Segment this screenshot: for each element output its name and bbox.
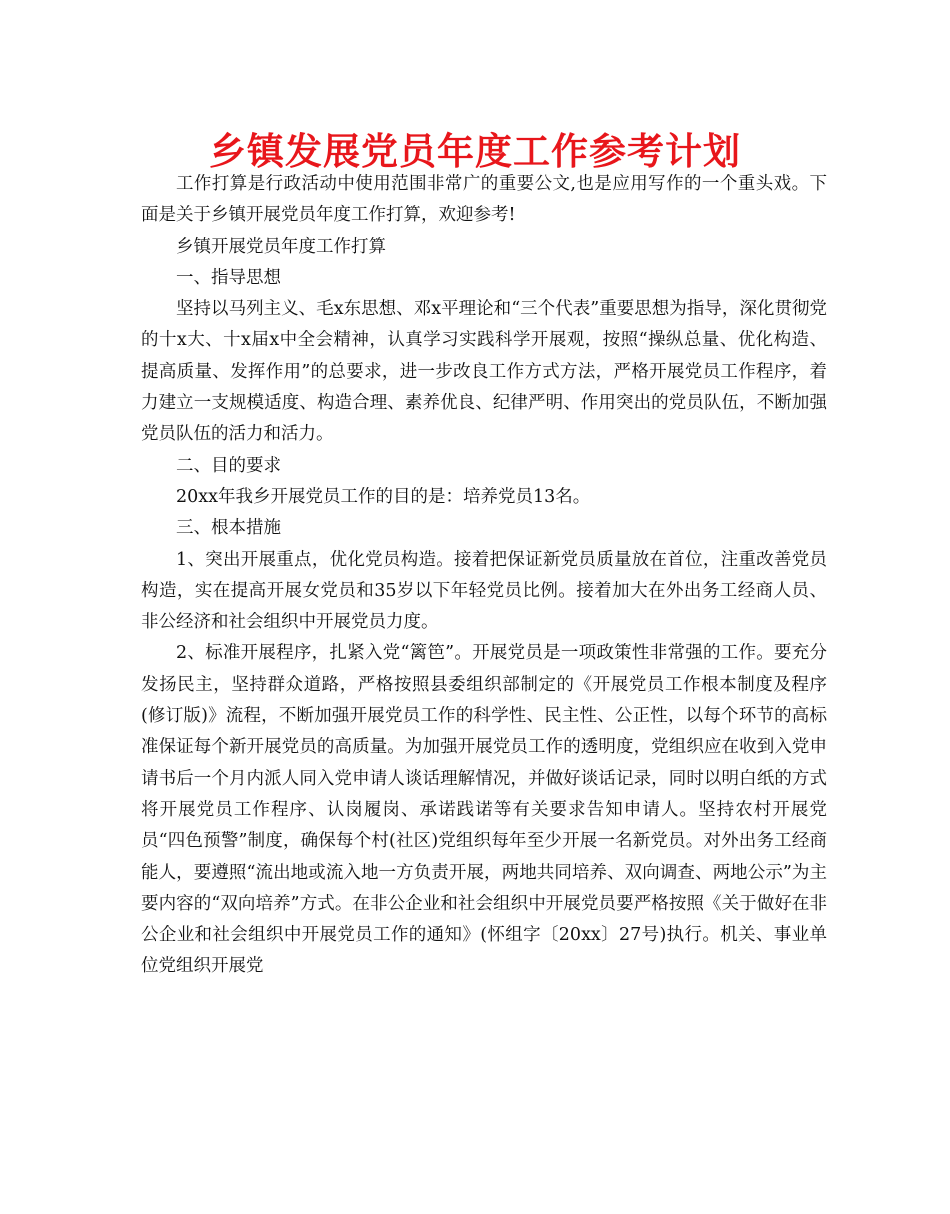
document-title: 乡镇发展党员年度工作参考计划 [209, 129, 741, 173]
body-paragraph: 坚持以马列主义、毛x东思想、邓x平理论和“三个代表”重要思想为指导，深化贯彻党的十x大、十x届x中全会精神，认真学习实践科学开展观，按照“操纵总量、优化构造、提高质量、发挥作用”的总要求，进一步改良工作方式方法，严格开展党员工作程序，着力建立一支规模适度、构造合理、素养优良、纪律严明、作用突出的党员队伍，不断加强党员队伍的活力和活力。 [141, 299, 827, 445]
body-paragraph: 20xx年我乡开展党员工作的目的是：培养党员13名。 [176, 486, 591, 507]
subtitle-paragraph: 乡镇开展党员年度工作打算 [176, 236, 386, 257]
intro-paragraph: 工作打算是行政活动中使用范围非常广的重要公文,也是应用写作的一个重头戏。下面是关于乡镇开展党员年度工作打算，欢迎参考! [141, 174, 827, 226]
body-paragraph: 1、突出开展重点，优化党员构造。接着把保证新党员质量放在首位，注重改善党员构造，实在提高开展女党员和35岁以下年轻党员比例。接着加大在外出务工经商人员、非公经济和社会组织中开展党员力度。 [141, 549, 827, 633]
section-heading: 二、目的要求 [176, 455, 281, 476]
body-paragraph: 2、标准开展程序，扎紧入党“篱笆”。开展党员是一项政策性非常强的工作。要充分发扬民主，坚持群众道路，严格按照县委组织部制定的《开展党员工作根本制度及程序(修订版)》流程，不断加强开展党员工作的科学性、民主性、公正性，以每个环节的高标准保证每个新开展党员的高质量。为加强开展党员工作的透明度，党组织应在收到入党申请书后一个月内派人同入党申请人谈话理解情况，并做好谈话记录，同时以明白纸的方式将开展党员工作程序、认岗履岗、承诺践诺等有关要求告知申请人。坚持农村开展党员“四色预警”制度，确保每个村(社区)党组织每年至少开展一名新党员。对外出务工经商能人，要遵照“流出地或流入地一方负责开展，两地共同培养、双向调查、两地公示”为主要内容的“双向培养”方式。在非公企业和社会组织中开展党员要严格按照《关于做好在非公企业和社会组织中开展党员工作的通知》(怀组字〔20xx〕27号)执行。机关、事业单位党组织开展党 [141, 643, 827, 977]
section-heading: 三、根本措施 [176, 518, 281, 539]
document-body [141, 169, 827, 983]
section-heading: 一、指导思想 [176, 267, 281, 288]
